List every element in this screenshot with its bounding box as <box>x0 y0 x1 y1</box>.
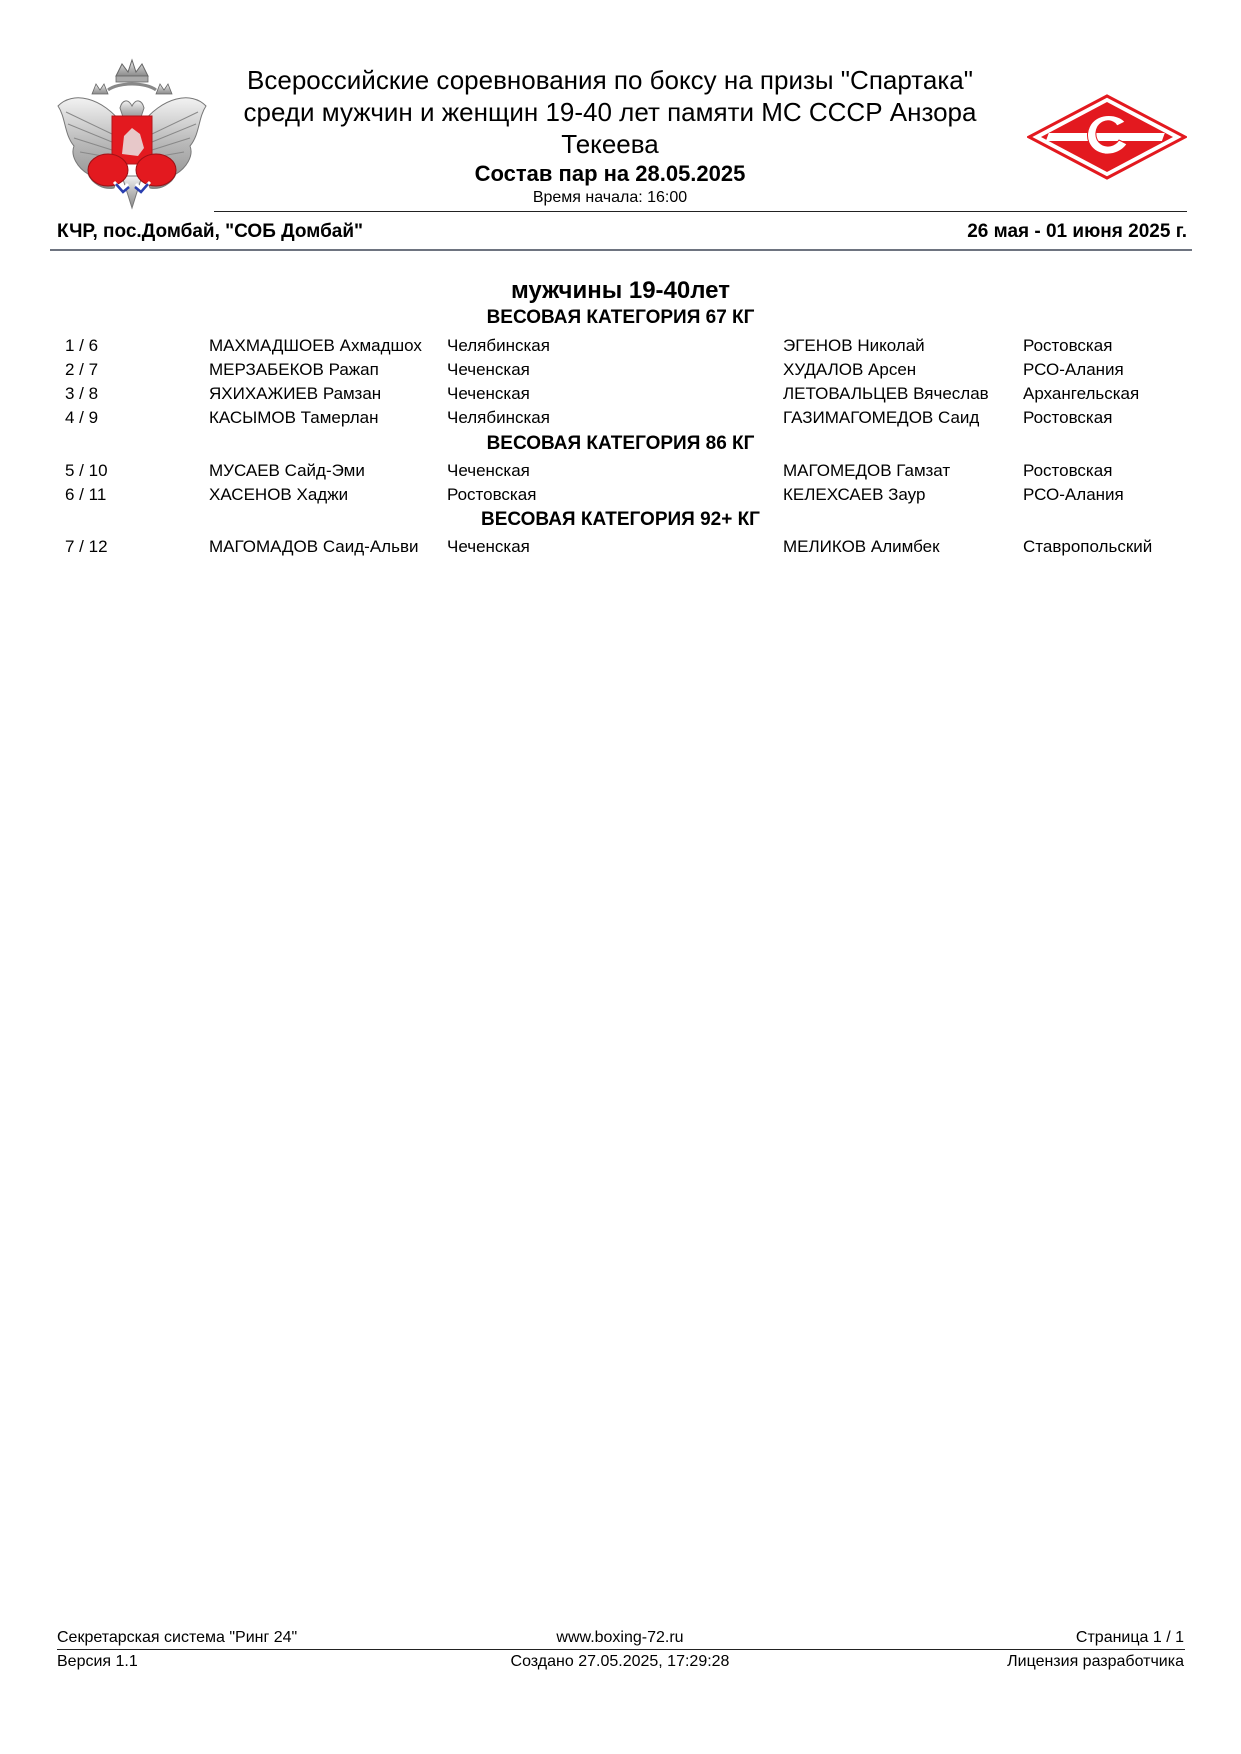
blue-corner-region: Ростовская <box>1023 408 1113 427</box>
header-divider <box>214 211 1187 212</box>
bout-row <box>0 334 1241 358</box>
start-time: Время начала: 16:00 <box>532 189 688 206</box>
event-dates: 26 мая - 01 июня 2025 г. <box>967 221 1187 242</box>
spartak-logo <box>1027 94 1187 180</box>
blue-corner-region: Ростовская <box>1023 461 1113 480</box>
red-corner-name: КАСЫМОВ Тамерлан <box>209 408 379 427</box>
red-corner-name: МАХМАДШОЕВ Ахмадшох <box>209 336 422 355</box>
bout-row <box>0 459 1241 483</box>
bout-number: 6 / 11 <box>65 485 107 504</box>
bout-number: 2 / 7 <box>65 360 99 379</box>
weight-category-title: ВЕСОВАЯ КАТЕГОРИЯ 86 КГ <box>486 433 755 454</box>
red-corner-region: Чеченская <box>447 537 530 556</box>
footer-system: Секретарская система "Ринг 24" <box>57 1629 298 1646</box>
bout-row <box>0 358 1241 382</box>
blue-corner-region: Ростовская <box>1023 336 1113 355</box>
red-corner-name: МЕРЗАБЕКОВ Ражап <box>209 360 379 379</box>
event-title-line-2: среди мужчин и женщин 19-40 лет памяти МС СССР Анзора <box>243 97 977 127</box>
red-corner-region: Чеченская <box>447 384 530 403</box>
bout-number: 5 / 10 <box>65 461 108 480</box>
blue-corner-region: Архангельская <box>1023 384 1140 403</box>
bout-number: 1 / 6 <box>65 336 99 355</box>
group-title: мужчины 19-40лет <box>511 277 730 304</box>
footer-website-link[interactable]: www.boxing-72.ru <box>556 1629 684 1646</box>
blue-corner-name: ХУДАЛОВ Арсен <box>783 360 917 379</box>
venue: КЧР, пос.Домбай, "СОБ Домбай" <box>57 221 364 242</box>
blue-corner-name: КЕЛЕХСАЕВ Заур <box>783 485 926 504</box>
bout-row <box>0 382 1241 406</box>
document-subtitle: Состав пар на 28.05.2025 <box>474 161 746 186</box>
blue-corner-name: ГАЗИМАГОМЕДОВ Саид <box>783 408 980 427</box>
document-header <box>200 64 1020 208</box>
footer-created: Создано 27.05.2025, 17:29:28 <box>510 1653 730 1670</box>
red-corner-name: ЯХИХАЖИЕВ Рамзан <box>209 384 382 403</box>
blue-corner-name: ЛЕТОВАЛЬЦЕВ Вячеслав <box>783 384 989 403</box>
red-corner-name: ХАСЕНОВ Хаджи <box>209 485 349 504</box>
bout-row <box>0 483 1241 507</box>
event-title-line-3: Текеева <box>561 129 659 159</box>
russian-emblem-logo <box>52 56 212 216</box>
red-corner-region: Ростовская <box>447 485 537 504</box>
bout-number: 4 / 9 <box>65 408 99 427</box>
spartak-diamond-icon <box>1027 94 1187 180</box>
footer-divider <box>57 1649 1185 1650</box>
weight-category-title: ВЕСОВАЯ КАТЕГОРИЯ 92+ КГ <box>481 509 760 530</box>
double-headed-eagle-icon <box>52 56 212 216</box>
blue-corner-region: РСО-Алания <box>1023 360 1124 379</box>
bout-row <box>0 535 1241 559</box>
weight-category-title: ВЕСОВАЯ КАТЕГОРИЯ 67 КГ <box>486 307 755 328</box>
blue-corner-name: МАГОМЕДОВ Гамзат <box>783 461 951 480</box>
footer-version: Версия 1.1 <box>57 1653 138 1670</box>
red-corner-region: Чеченская <box>447 461 530 480</box>
footer-license: Лицензия разработчика <box>1007 1653 1184 1670</box>
event-title-line-1: Всероссийские соревнования по боксу на призы "Спартака" <box>247 65 973 95</box>
blue-corner-name: ЭГЕНОВ Николай <box>783 336 925 355</box>
header-bottom-divider <box>50 249 1192 251</box>
blue-corner-name: МЕЛИКОВ Алимбек <box>783 537 940 556</box>
bout-number: 3 / 8 <box>65 384 99 403</box>
footer-page-number: Страница 1 / 1 <box>1075 1629 1184 1646</box>
blue-corner-region: РСО-Алания <box>1023 485 1124 504</box>
red-corner-region: Челябинская <box>447 408 550 427</box>
red-corner-region: Челябинская <box>447 336 550 355</box>
bout-row <box>0 406 1241 430</box>
bout-number: 7 / 12 <box>65 537 108 556</box>
red-corner-name: МУСАЕВ Сайд-Эми <box>209 461 365 480</box>
red-corner-name: МАГОМАДОВ Саид-Альви <box>209 537 419 556</box>
blue-corner-region: Ставропольский <box>1023 537 1153 556</box>
red-corner-region: Чеченская <box>447 360 530 379</box>
